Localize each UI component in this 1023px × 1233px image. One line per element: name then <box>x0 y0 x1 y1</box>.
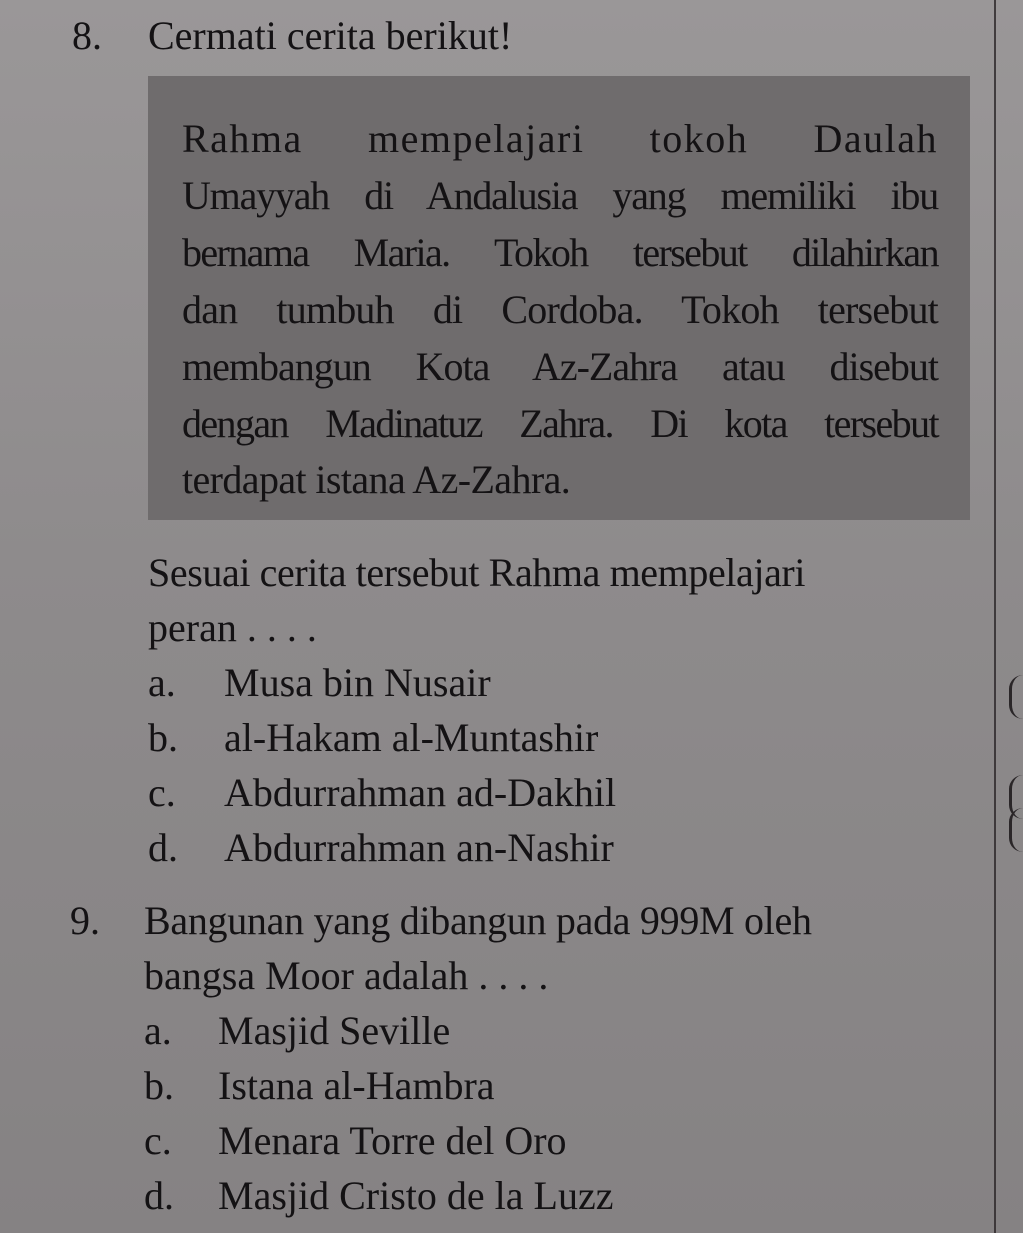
option-letter: c. <box>144 1118 172 1163</box>
option-text: Istana al-Hambra <box>218 1063 495 1108</box>
question-9-number: 9. <box>70 898 100 943</box>
option-letter: b. <box>148 715 178 760</box>
option-text: Abdurrahman ad-Dakhil <box>224 770 617 815</box>
page-edge-mark <box>1009 808 1023 852</box>
story-line: Umayyah di Andalusia yang memiliki ibu <box>182 173 938 218</box>
story-line: membangun Kota Az-Zahra atau disebut <box>182 344 938 389</box>
option-letter: a. <box>148 660 176 705</box>
option-letter: c. <box>148 770 176 815</box>
question-8-prompt: peran . . . . <box>148 605 317 650</box>
question-9-prompt: Bangunan yang dibangun pada 999M oleh <box>144 898 812 943</box>
story-line: terdapat istana Az-Zahra. <box>182 457 571 502</box>
question-9-prompt: bangsa Moor adalah . . . . <box>144 953 549 998</box>
story-line: bernama Maria. Tokoh tersebut dilahirkan <box>182 230 938 275</box>
page-border-line <box>994 0 996 1233</box>
story-line: Rahma mempelajari tokoh Daulah <box>182 116 938 161</box>
option-text: Musa bin Nusair <box>224 660 491 705</box>
option-letter: b. <box>144 1063 174 1108</box>
option-letter: a. <box>144 1008 172 1053</box>
page-edge-mark <box>1009 675 1023 719</box>
option-text: Masjid Cristo de la Luzz <box>218 1173 614 1218</box>
option-text: Masjid Seville <box>218 1008 451 1053</box>
story-line: dan tumbuh di Cordoba. Tokoh tersebut <box>182 287 938 332</box>
option-text: Abdurrahman an-Nashir <box>224 825 614 870</box>
option-letter: d. <box>148 825 178 870</box>
question-8-instruction: Cermati cerita berikut! <box>148 13 513 58</box>
story-line: dengan Madinatuz Zahra. Di kota tersebut <box>182 401 938 446</box>
option-text: Menara Torre del Oro <box>218 1118 567 1163</box>
question-8-number: 8. <box>72 13 102 58</box>
question-8-prompt: Sesuai cerita tersebut Rahma mempelajari <box>148 550 806 595</box>
option-text: al-Hakam al-Muntashir <box>224 715 599 760</box>
option-letter: d. <box>144 1173 174 1218</box>
